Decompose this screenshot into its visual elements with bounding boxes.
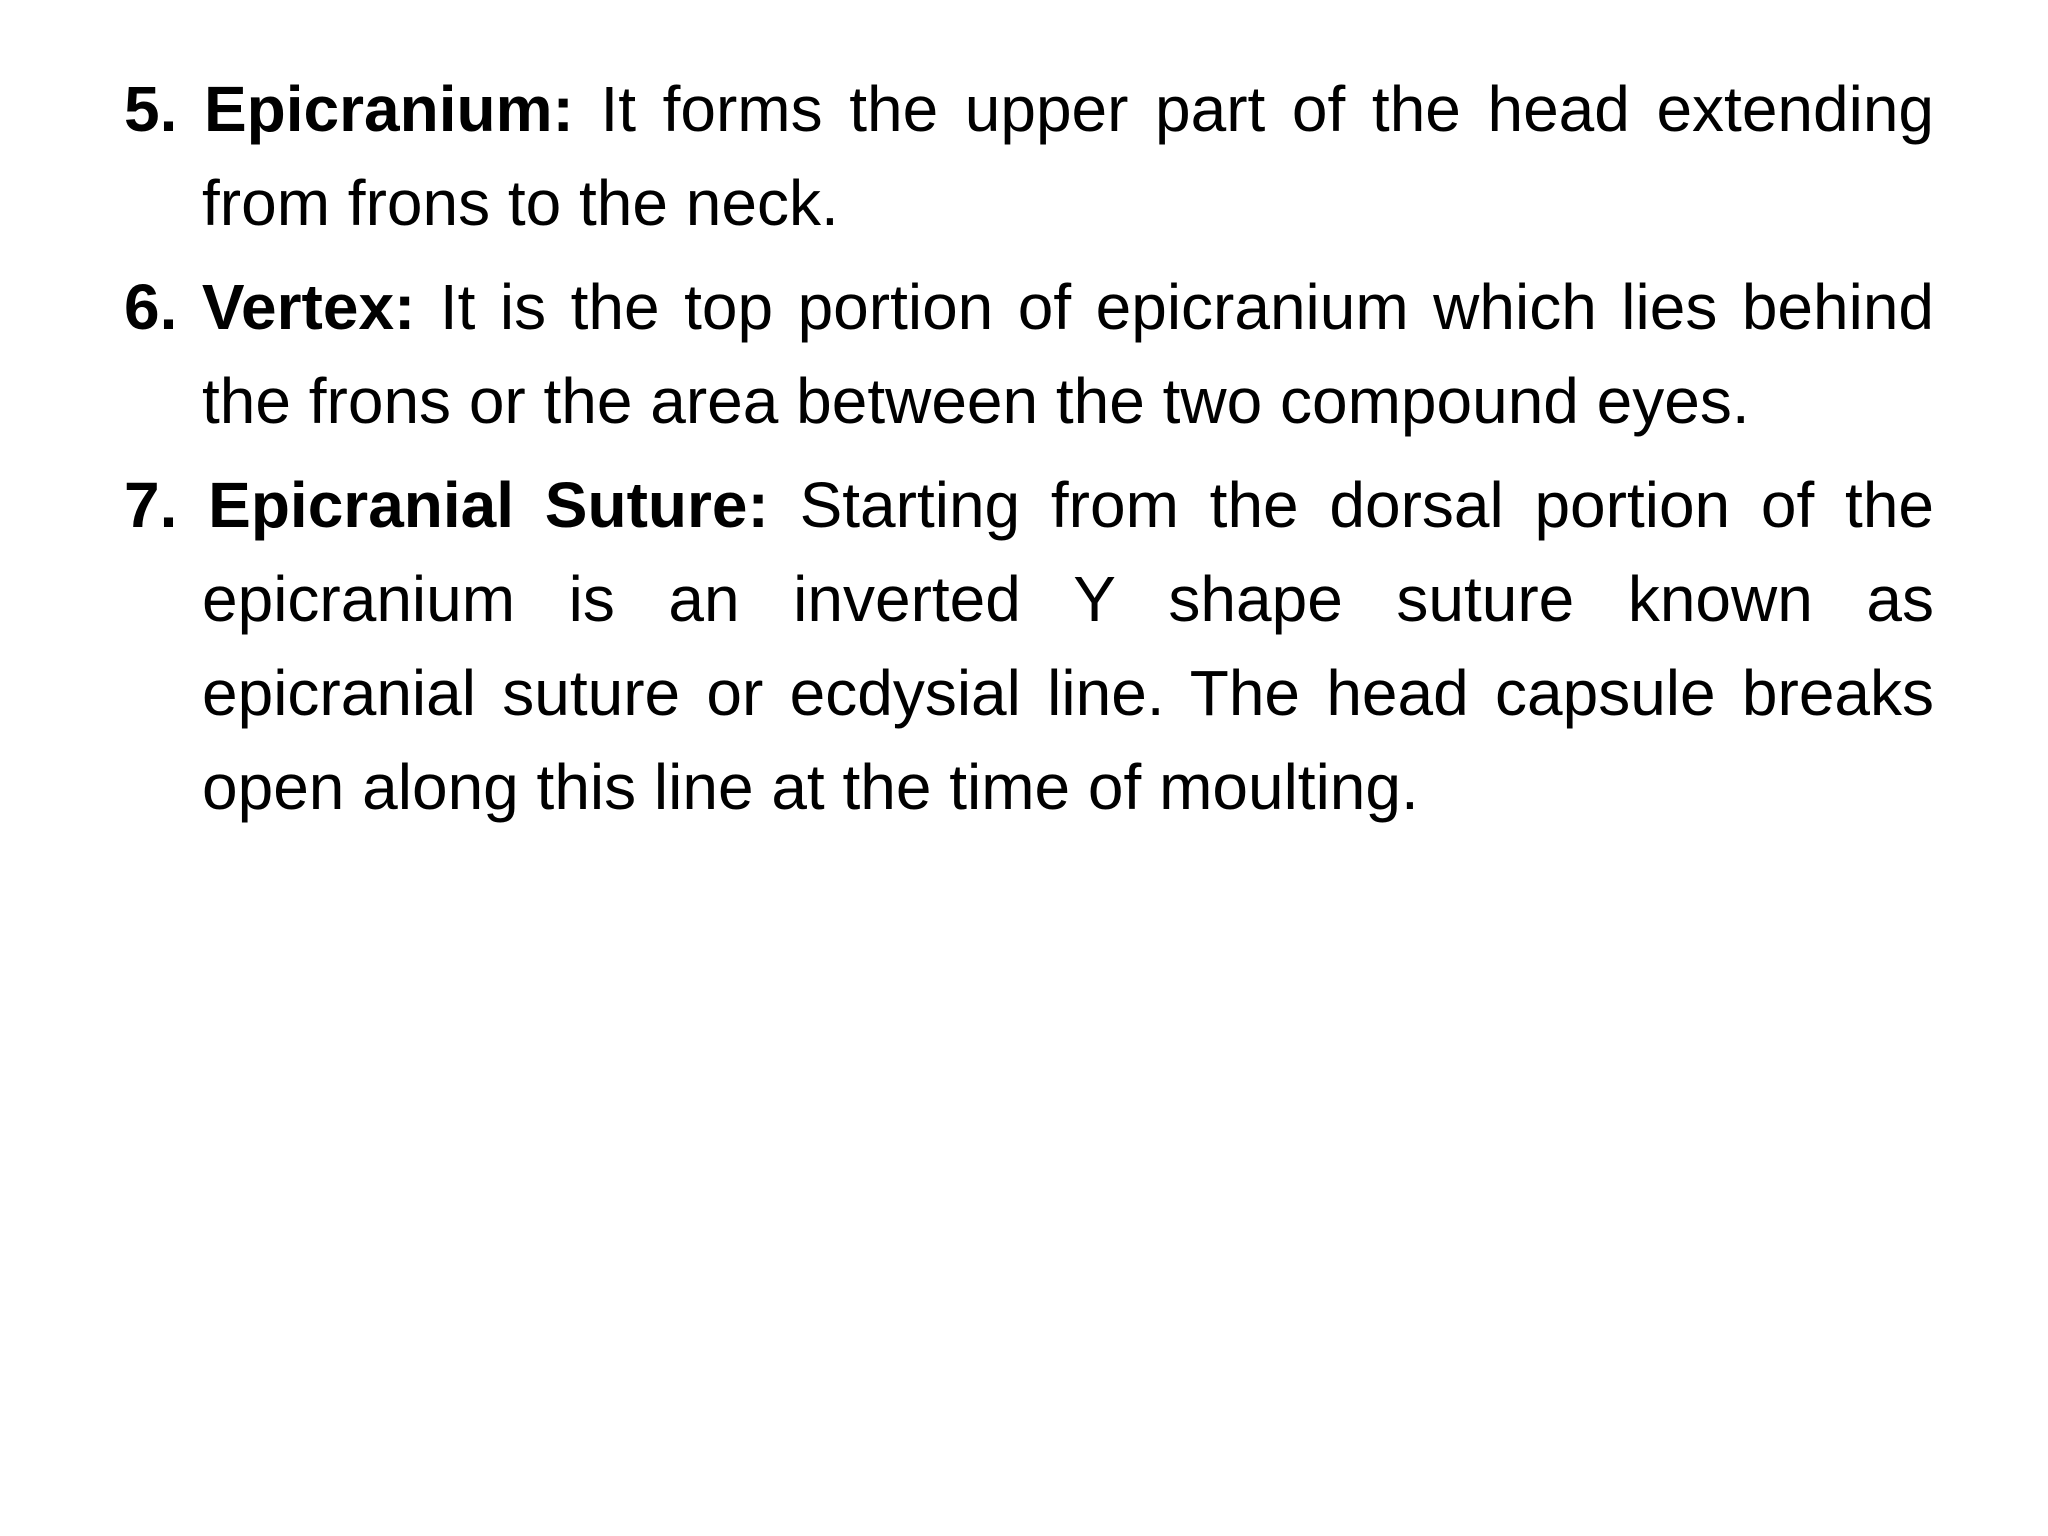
item-description: Starting from the dorsal portion of the epicranium is an inverted Y shape suture known as epicranial suture or ecdysial line. The head capsule breaks open along this line at the time of moulting. — [202, 469, 1935, 823]
item-number: 5. — [124, 73, 178, 145]
list-item-epicranial-suture — [124, 458, 1934, 834]
item-term: Vertex: — [201, 271, 416, 343]
list-item-epicranium — [124, 62, 1934, 250]
item-description: It forms the upper part of the head extending from frons to the neck. — [202, 73, 1935, 239]
item-number: 6. — [124, 271, 178, 343]
item-term: Epicranium: — [203, 73, 574, 145]
list-item-vertex — [124, 260, 1934, 448]
item-term: Epicranial Suture: — [208, 469, 769, 541]
item-description: It is the top portion of epicranium which lies behind the frons or the area between the two compound eyes. — [202, 271, 1934, 437]
definition-list — [124, 62, 1934, 844]
item-number: 7. — [124, 469, 178, 541]
